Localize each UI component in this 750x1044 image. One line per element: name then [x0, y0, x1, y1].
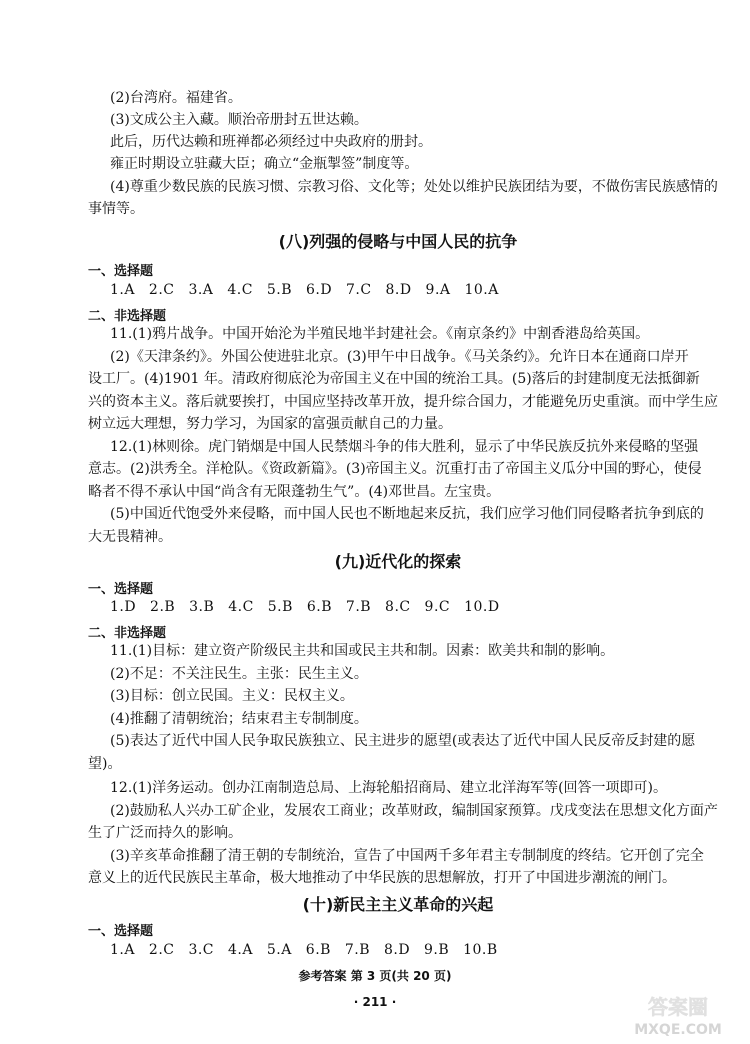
paragraph-line: 11.(1)目标：建立资产阶级民主共和国或民主共和制。因素：欧美共和制的影响。 — [110, 643, 615, 659]
paragraph-line: (2)台湾府。福建省。 — [110, 90, 242, 106]
paragraph-line: 12.(1)林则徐。虎门销烟是中国人民禁烟斗争的伟大胜利，显示了中华民族反抗外来侵略的坚强 — [110, 439, 699, 455]
paragraph-line: 望)。 — [88, 756, 122, 772]
choice-answers: 1.D 2.B 3.B 4.C 5.B 6.B 7.B 8.C 9.C 10.D — [110, 599, 500, 615]
watermark-logo — [618, 990, 738, 1038]
paragraph-line: (2)不足：不关注民生。主张：民生主义。 — [110, 666, 368, 682]
watermark-url: MXQE.COM — [634, 1022, 722, 1038]
paragraph-line: (4)尊重少数民族的民族习惯、宗教习俗、文化等；处处以维护民族团结为要，不做伤害民族感情的 — [110, 179, 718, 195]
paragraph-line: (4)推翻了清朝统治；结束君主专制制度。 — [110, 711, 368, 727]
paragraph-line: (3)文成公主入藏。顺治帝册封五世达赖。 — [110, 112, 368, 128]
paragraph-line: (2)《天津条约》。外国公使进驻北京。(3)甲午中日战争。《马关条约》。允许日本在通商口岸开 — [110, 349, 689, 365]
question-type-heading: 一、选择题 — [88, 924, 154, 939]
paragraph-line: 略者不得不承认中国“尚含有无限蓬勃生气”。(4)邓世昌。左宝贵。 — [88, 484, 501, 500]
paragraph-line: (2)鼓励私人兴办工矿企业，发展农工商业；改革财政，编制国家预算。戊戌变法在思想文化方面产 — [110, 803, 718, 819]
question-type-heading: 二、非选择题 — [88, 309, 167, 324]
watermark-text: 答案圈 — [648, 995, 708, 1019]
paragraph-line: (3)辛亥革命推翻了清王朝的专制统治，宣告了中国两千多年君主专制制度的终结。它开创了完全 — [110, 848, 704, 864]
paragraph-line: 树立远大理想，努力学习，为国家的富强贡献自己的力量。 — [88, 416, 452, 432]
choice-answers: 1.A 2.C 3.A 4.C 5.B 6.D 7.C 8.D 9.A 10.A — [110, 282, 499, 298]
paragraph-line: 雍正时期设立驻藏大臣；确立“金瓶掣签”制度等。 — [110, 156, 419, 172]
page-number: · 211 · — [353, 995, 397, 1009]
paragraph-line: (5)中国近代饱受外来侵略，而中国人民也不断地起来反抗，我们应学习他们同侵略者抗争到底的 — [110, 506, 704, 522]
paragraph-line: 生了广泛而持久的影响。 — [88, 825, 242, 841]
paragraph-line: (3)目标：创立民国。主义：民权主义。 — [110, 688, 354, 704]
section-title: (九)近代化的探索 — [334, 552, 462, 571]
paragraph-line: 11.(1)鸦片战争。中国开始沦为半殖民地半封建社会。《南京条约》中割香港岛给英国。 — [110, 326, 650, 342]
paragraph-line: 意志。(2)洪秀全。洋枪队。《资政新篇》。(3)帝国主义。沉重打击了帝国主义瓜分中国的野心，使侵 — [88, 461, 702, 477]
paragraph-line: (5)表达了近代中国人民争取民族独立、民主进步的愿望(或表达了近代中国人民反帝反封建的愿 — [110, 733, 696, 749]
paragraph-line: 兴的资本主义。落后就要挨打，中国应坚持改革开放，提升综合国力，才能避免历史重演。而中学生应 — [88, 394, 718, 410]
question-type-heading: 一、选择题 — [88, 264, 154, 279]
paragraph-line: 意义上的近代民族民主革命，极大地推动了中华民族的思想解放，打开了中国进步潮流的闸门。 — [88, 870, 676, 886]
question-type-heading: 一、选择题 — [88, 582, 154, 597]
paragraph-line: 大无畏精神。 — [88, 529, 172, 545]
choice-answers: 1.A 2.C 3.C 4.A 5.A 6.B 7.B 8.D 9.B 10.B — [110, 942, 498, 958]
paragraph-line: 事情等。 — [88, 201, 144, 217]
section-title: (八)列强的侵略与中国人民的抗争 — [278, 232, 518, 251]
section-title: (十)新民主主义革命的兴起 — [302, 895, 494, 914]
footer-label: 参考答案 第 3 页(共 20 页) — [298, 969, 452, 983]
paragraph-line: 12.(1)洋务运动。创办江南制造总局、上海轮船招商局、建立北洋海军等(回答一项即可)。 — [110, 780, 668, 796]
paragraph-line: 此后，历代达赖和班禅都必须经过中央政府的册封。 — [110, 134, 432, 150]
paragraph-line: 设工厂。(4)1901 年。清政府彻底沦为帝国主义在中国的统治工具。(5)落后的封建制度无法抵御新 — [88, 371, 700, 387]
question-type-heading: 二、非选择题 — [88, 626, 167, 641]
